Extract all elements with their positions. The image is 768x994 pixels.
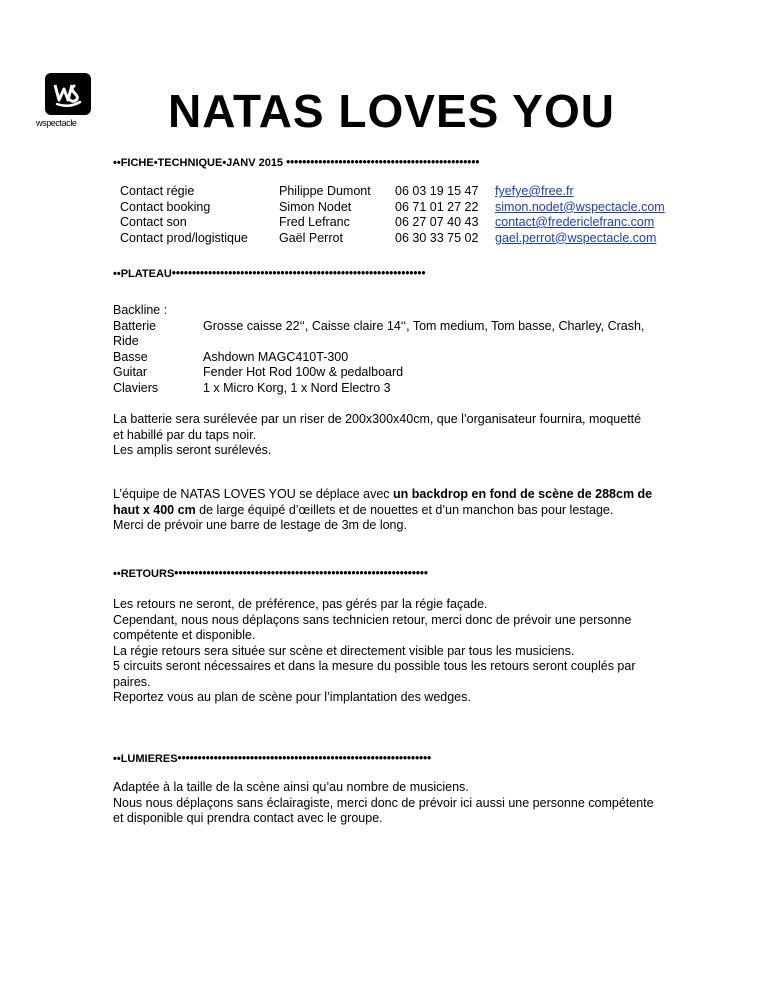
paragraph-line: paires. (113, 674, 151, 689)
backline-item-label: Guitar (113, 365, 148, 379)
contact-roles (120, 184, 248, 246)
paragraph-line: La régie retours sera située sur scène et directement visible par tous les musiciens. (113, 643, 575, 658)
contact-email-link[interactable]: contact@fredericlefranc.com (495, 215, 655, 229)
contact-name: Simon Nodet (279, 199, 352, 214)
backline-item-value (203, 334, 644, 350)
ws-logo-icon (45, 73, 91, 115)
retours-dots: ••••••••••••••••••••••••••••••••••••••••••••••••••••••••••••••• (174, 568, 428, 580)
backline-item-label: Batterie (113, 318, 157, 333)
paragraph-line: La batterie sera surélevée par un riser de 200x300x40cm, que l’organisateur fournira, moquetté (113, 412, 642, 426)
logo-text: wspectacle (36, 118, 77, 128)
backline-item-value: Ashdown MAGC410T-300 (203, 349, 349, 364)
plateau-heading (113, 267, 658, 283)
contact-phone: 06 30 33 75 02 (395, 230, 479, 245)
contact-emails (495, 184, 665, 246)
backdrop-text: Merci de prévoir une barre de lestage de 3m de long. (113, 518, 407, 532)
paragraph-line: compétente et disponible. (113, 628, 256, 642)
contact-name: Gaël Perrot (279, 230, 343, 245)
backline-item-label: Claviers (113, 380, 159, 395)
backline-labels (113, 303, 167, 396)
lumieres-paragraph (113, 780, 693, 827)
contact-phones (395, 184, 478, 246)
paragraph-line: Adaptée à la taille de la scène ainsi qu’au nombre de musiciens. (113, 780, 469, 794)
backdrop-bold: un backdrop en fond de scène de 288cm de (393, 487, 653, 501)
retours-heading (113, 567, 658, 583)
contact-phone: 06 27 07 40 43 (395, 215, 479, 229)
lumieres-heading (113, 752, 658, 768)
plateau-dots: ••••••••••••••••••••••••••••••••••••••••••••••••••••••••••••••• (171, 268, 426, 280)
backline-item-value: Grosse caisse 22‘‘, Caisse claire 14‘‘, Tom medium, Tom basse, Charley, Crash, (203, 318, 645, 333)
paragraph-line: Cependant, nous nous déplaçons sans technicien retour, merci donc de prévoir une personne (113, 612, 632, 627)
paragraph-line: et disponible qui prendra contact avec le groupe. (113, 811, 383, 825)
backline-values (203, 319, 644, 397)
paragraph-line: et habillé par du taps noir. (113, 427, 257, 442)
contact-role: Contact booking (120, 199, 211, 214)
backdrop-bold: haut x 400 cm (113, 502, 196, 517)
lumieres-label: ••LUMIERES (113, 753, 178, 765)
retours-paragraph (113, 597, 693, 706)
paragraph-line: 5 circuits seront nécessaires et dans la mesure du possible tous les retours seront couplés par (113, 659, 636, 673)
lumieres-dots: ••••••••••••••••••••••••••••••••••••••••••••••••••••••••••••••• (177, 753, 432, 765)
riser-paragraph (113, 412, 693, 459)
backline-item-label: Ride (113, 334, 139, 348)
contact-role: Contact prod/logistique (120, 230, 248, 245)
contact-email-link[interactable]: simon.nodet@wspectacle.com (495, 199, 665, 214)
fiche-dots: •••••••••••••••••••••••••••••••••••••••••••••••• (286, 157, 480, 169)
backline-item-value: 1 x Micro Korg, 1 x Nord Electro 3 (203, 380, 391, 395)
backdrop-paragraph (113, 487, 693, 534)
retours-label: ••RETOURS (113, 568, 175, 580)
paragraph-line: Les amplis seront surélevés. (113, 443, 272, 457)
backline-item-label: Basse (113, 349, 148, 364)
paragraph-line: Reportez vous au plan de scène pour l’implantation des wedges. (113, 690, 471, 704)
backdrop-text: L’équipe de NATAS LOVES YOU se déplace avec (113, 487, 394, 501)
contact-role: Contact régie (120, 184, 195, 198)
contact-phone: 06 03 19 15 47 (395, 184, 479, 198)
page-title: NATAS LOVES YOU (168, 85, 615, 137)
backline-label: Backline : (113, 303, 168, 317)
contact-name: Philippe Dumont (279, 184, 371, 198)
backdrop-text: de large équipé d’œillets et de nouettes et d’un manchon bas pour lestage. (195, 502, 614, 517)
paragraph-line: Nous nous déplaçons sans éclairagiste, merci donc de prévoir ici aussi une personne compétente (113, 795, 654, 810)
contact-names (279, 184, 371, 246)
contact-email-link[interactable]: gael.perrot@wspectacle.com (495, 230, 657, 245)
contact-email-link[interactable]: fyefye@free.fr (495, 184, 574, 198)
backline-item-value: Fender Hot Rod 100w & pedalboard (203, 365, 404, 379)
plateau-label: ••PLATEAU (113, 268, 172, 280)
fiche-label: ••FICHE•TECHNIQUE•JANV 2015 (113, 157, 287, 169)
contact-role: Contact son (120, 215, 187, 229)
contact-name: Fred Lefranc (279, 215, 350, 229)
contact-phone: 06 71 01 27 22 (395, 199, 479, 214)
paragraph-line: Les retours ne seront, de préférence, pas gérés par la régie façade. (113, 597, 488, 611)
fiche-heading (113, 156, 633, 172)
